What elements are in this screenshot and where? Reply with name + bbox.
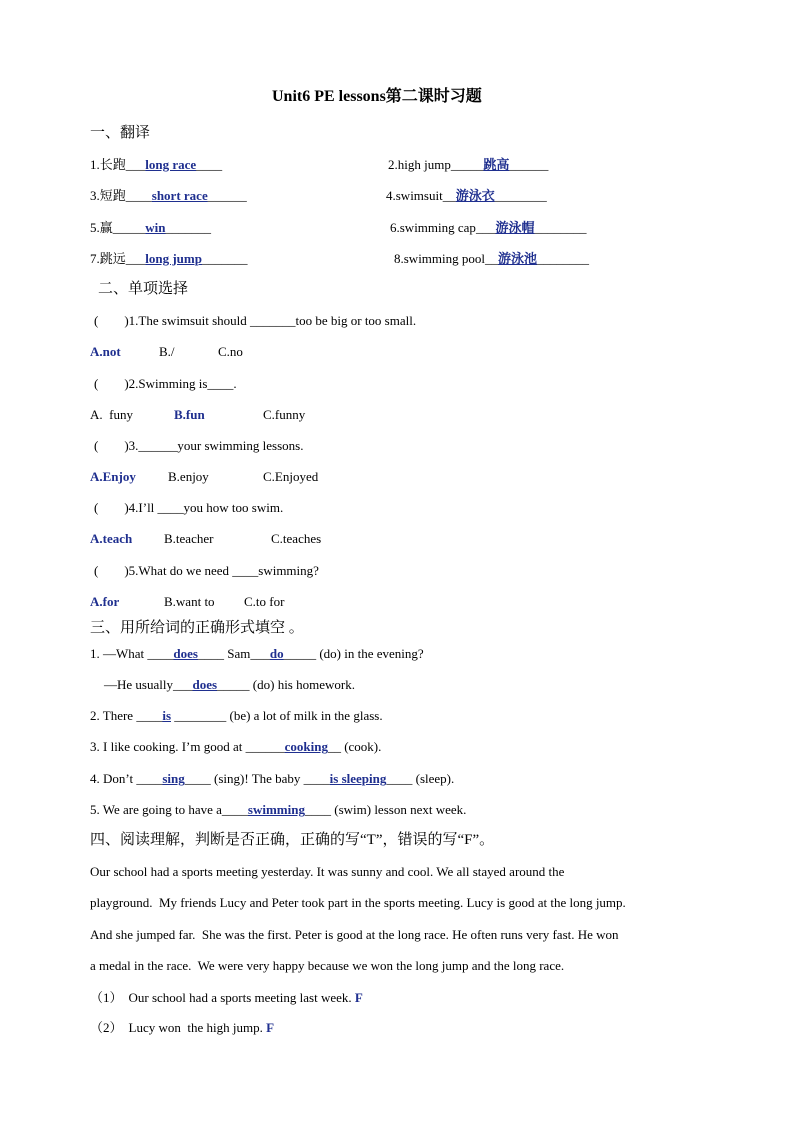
option-a: A.for — [90, 594, 120, 609]
answer-text: is sleeping — [329, 771, 387, 786]
answer-text: F — [354, 990, 363, 1005]
question-text: ( )5.What do we need ____swimming? — [94, 563, 319, 578]
answer-text: 游泳池 — [498, 251, 538, 266]
fill-blank-line: —He usually___does_____ (do) his homework. — [104, 677, 355, 692]
judgement-item: （1） Our school had a sports meeting last week. F — [90, 990, 363, 1005]
answer-text: 游泳衣 — [455, 188, 495, 203]
option-c: C.funny — [263, 407, 306, 422]
judgement-item: （2） Lucy won the high jump. F — [90, 1020, 275, 1035]
answer-text: long race — [145, 157, 197, 172]
translation-item: 3.短跑____short race______ — [90, 188, 247, 203]
question-text: ( )3.______your swimming lessons. — [94, 438, 304, 453]
translation-item: 5.赢_____win_______ — [90, 220, 211, 235]
answer-text: cooking — [284, 739, 328, 754]
option-b: B.want to — [164, 594, 215, 609]
translation-item: 6.swimming cap___游泳帽________ — [390, 220, 587, 235]
translation-item: 4.swimsuit__游泳衣________ — [386, 188, 547, 203]
passage-line: And she jumped far. She was the first. Peter is good at the long race. He often runs very fast. He won — [90, 927, 619, 942]
section1-heading: 一、翻译 — [90, 125, 151, 141]
question-text: ( )1.The swimsuit should _______too be big or too small. — [94, 313, 417, 328]
section2-heading: 二、单项选择 — [98, 281, 189, 297]
passage-line: Our school had a sports meeting yesterday. It was sunny and cool. We all stayed around the — [90, 864, 565, 879]
section3-heading: 三、用所给词的正确形式填空 。 — [90, 620, 304, 636]
fill-blank-line: 3. I like cooking. I’m good at ______cooking__ (cook). — [90, 739, 382, 754]
option-c: C.no — [218, 344, 243, 359]
answer-text: swimming — [247, 802, 305, 817]
option-a: A.teach — [90, 531, 133, 546]
answer-text: does — [173, 646, 198, 661]
passage-line: playground. My friends Lucy and Peter took part in the sports meeting. Lucy is good at the long jump. — [90, 895, 626, 910]
answer-text: is — [162, 708, 171, 723]
answer-text: 游泳帽 — [495, 220, 535, 235]
answer-text: sing — [162, 771, 185, 786]
page-title: Unit6 PE lessons第二课时习题 — [272, 88, 482, 105]
question-text: ( )2.Swimming is____. — [94, 376, 237, 391]
section4-heading: 四、阅读理解，判断是否正确，正确的写“T”，错误的写“F”。 — [90, 832, 495, 848]
translation-item: 1.长跑___long race____ — [90, 157, 223, 172]
option-a: A. funy — [90, 407, 133, 422]
answer-text: do — [269, 646, 284, 661]
option-b: B.fun — [174, 407, 205, 422]
answer-text: win — [145, 220, 166, 235]
question-text: ( )4.I’ll ____you how too swim. — [94, 500, 284, 515]
option-a: A.Enjoy — [90, 469, 136, 484]
option-c: C.to for — [244, 594, 285, 609]
answer-text: F — [266, 1020, 275, 1035]
fill-blank-line: 2. There ____is ________ (be) a lot of milk in the glass. — [90, 708, 383, 723]
answer-text: 跳高 — [483, 157, 510, 172]
translation-item: 8.swimming pool__游泳池________ — [394, 251, 590, 266]
passage-line: a medal in the race. We were very happy because we won the long jump and the long race. — [90, 958, 565, 973]
translation-item: 7.跳远___long jump_______ — [90, 251, 248, 266]
answer-text: does — [192, 677, 218, 692]
option-a: A.not — [90, 344, 121, 359]
option-b: B.teacher — [164, 531, 214, 546]
fill-blank-line: 5. We are going to have a____swimming____ (swim) lesson next week. — [90, 802, 467, 817]
fill-blank-line: 4. Don’t ____sing____ (sing)! The baby ____is sleeping____ (sleep). — [90, 771, 455, 786]
option-b: B.enjoy — [168, 469, 209, 484]
answer-text: long jump — [145, 251, 202, 266]
answer-text: short race — [151, 188, 208, 203]
translation-item: 2.high jump_____跳高______ — [388, 157, 549, 172]
option-b: B./ — [159, 344, 175, 359]
fill-blank-line: 1. —What ____does____ Sam___do_____ (do) in the evening? — [90, 646, 424, 661]
option-c: C.teaches — [271, 531, 322, 546]
option-c: C.Enjoyed — [263, 469, 319, 484]
